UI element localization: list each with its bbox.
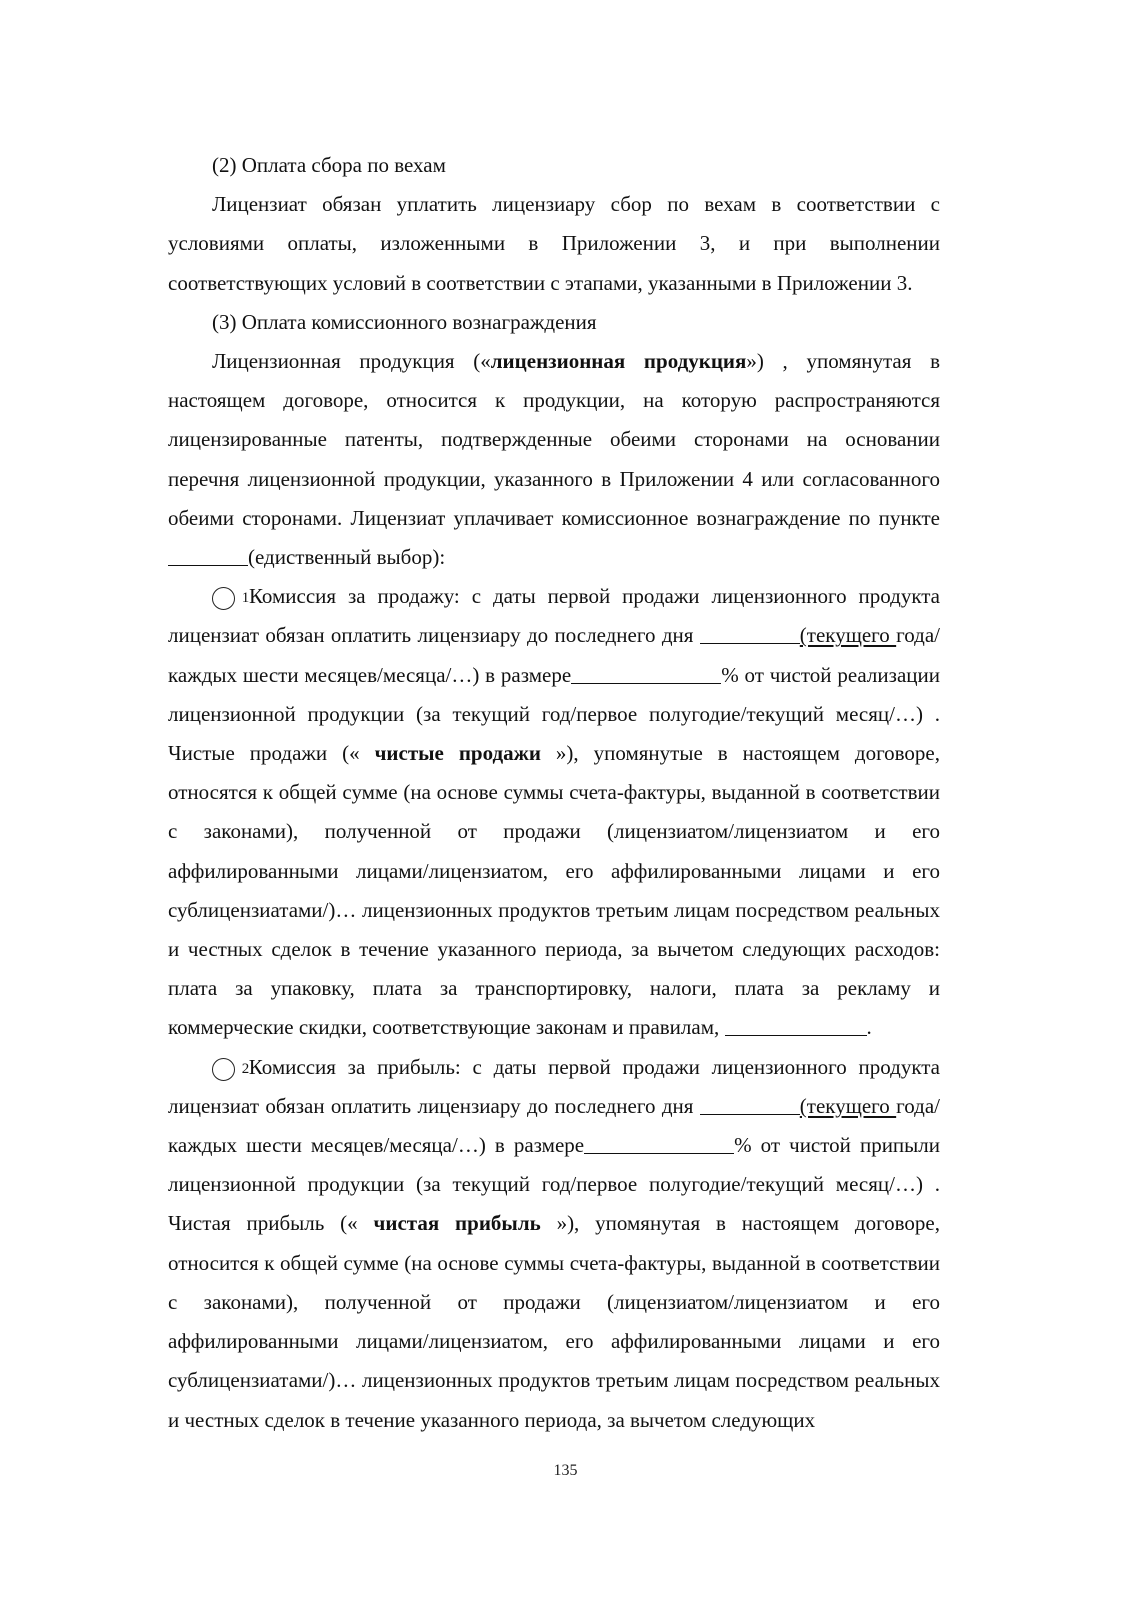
text-run: »), упомянутые в настоящем договоре, относятся к общей сумме (на основе суммы счета-фактуры, выданной в соответствии с законами), полученной от продажи (лицензиатом/лицензиатом и его аффилированными лицами/лицензиатом, его аффилированными лицами и его сублицензиатами/)… лицензионных продуктов третьим лицам посредством реальных и честных сделок в течение указанного периода, за вычетом следующих расходов: плата за упаковку, плата за транспортировку, налоги, плата за рекламу и коммерческие скидки, соответствующие законам и правилам, [168,741,940,1040]
circled-number-text: 2 [241,1060,250,1077]
paragraph-text: Лицензиат обязан уплатить лицензиару сбор по вехам в соответствии с условиями оплаты, изложенными в Приложении 3, и при выполнении соответствующих условий в соответствии с этапами, указанными в Приложении 3. [168,192,940,295]
blank-line [700,1094,800,1115]
body-text [168,146,940,1440]
bold-term: чистая прибыль [373,1211,541,1236]
paragraph-licensed-products [168,342,940,577]
text-run: Комиссия за продажу: с даты первой продажи лицензионного продукта лицензиат обязан оплатить лицензиару до последнего дня [168,584,940,648]
blank-line [168,545,248,566]
underlined-text: (текущего [799,623,897,648]
circled-number [212,587,250,610]
bold-term: лицензионная продукция [490,349,747,374]
circled-number-text: 1 [241,590,250,607]
text-run: (едиственный выбор): [248,545,446,570]
text-run: . [866,1015,872,1040]
blank-line [584,1133,734,1154]
paragraph-milestone-fee [168,185,940,303]
text-run: % от чистой реализации лицензионной продукции (за текущий год/первое полугодие/текущий месяц/…) . Чистые продажи (« [168,662,940,766]
text-run: года/каждых шести месяцев/месяца/…) в размере [168,623,940,687]
blank-line [725,1015,867,1036]
text-run: Комиссия за прибыль: с даты первой продажи лицензионного продукта лицензиат обязан оплатить лицензиару до последнего дня [168,1054,941,1118]
blank-line [571,663,721,684]
text-run: ») , упомянутая в настоящем договоре, относится к продукции, на которую распространяются лицензированные патенты, подтвержденные обеими сторонами на основании перечня лицензионной продукции, указанного в Приложении 4 или согласованного обеими сторонами. Лицензиат уплачивает комиссионное вознаграждение по пункте [168,349,940,530]
text-run: года/каждых шести месяцев/месяца/…) в размере [168,1093,940,1158]
text-run: Лицензионная продукция (« [212,349,491,374]
item-profit-commission [168,1048,940,1440]
page-number: 135 [553,1462,578,1479]
blank-line [700,623,800,644]
text-run: »), упомянутая в настоящем договоре, относится к общей сумме (на основе суммы счета-фактуры, выданной в соответствии с законами), полученной от продажи (лицензиатом/лицензиатом и его аффилированными лицами/лицензиатом, его аффилированными лицами и его сублицензиатами/)… лицензионных продуктов третьим лицам посредством реальных и честных сделок в течение указанного периода, за вычетом следующих [168,1211,940,1432]
circled-number [212,1058,250,1081]
heading-text: (2) Оплата сбора по вехам [212,153,446,177]
heading-text: (3) Оплата комиссионного вознаграждения [212,309,597,334]
bold-term: чистые продажи [374,741,541,766]
text-run: % от чистой припыли лицензионной продукции (за текущий год/первое полугодие/текущий месяц/…) . Чистая прибыль (« [168,1133,940,1236]
section-heading-commission [168,303,940,342]
item-sales-commission [168,577,940,1047]
underlined-text: (текущего [799,1093,897,1118]
section-heading-milestone [168,146,940,185]
